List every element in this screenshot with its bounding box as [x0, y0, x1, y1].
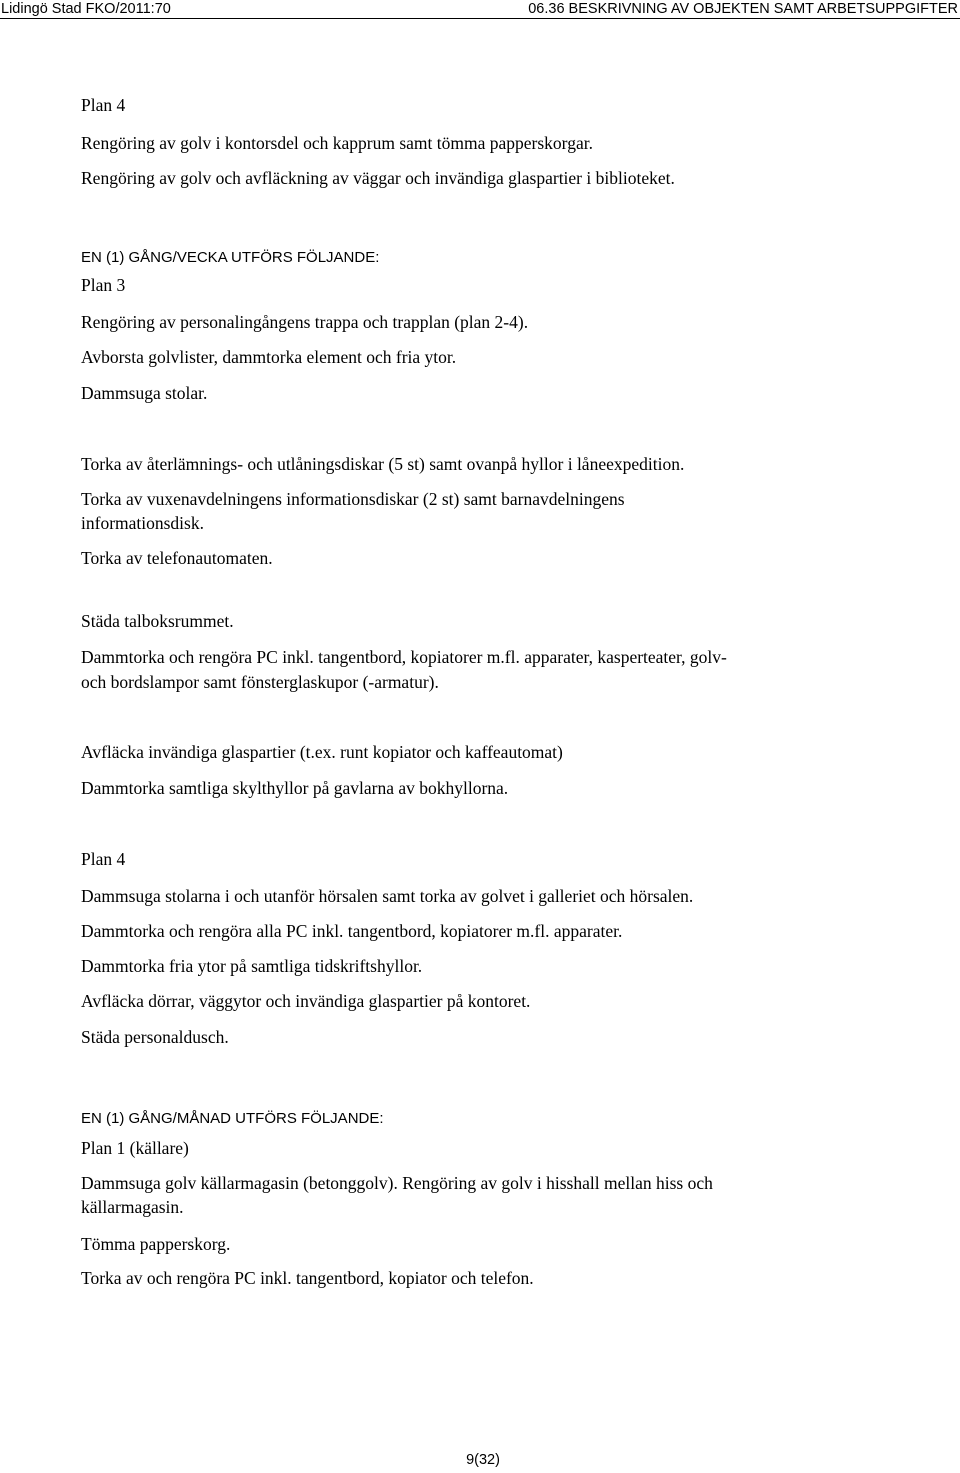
task-item: Rengöring av golv och avfläckning av väggar och invändiga glaspartier i biblioteket.	[81, 168, 675, 188]
task-item-continued: informationsdisk.	[81, 513, 204, 533]
task-item-continued: och bordslampor samt fönsterglaskupor (-armatur).	[81, 672, 439, 692]
plan-label: Plan 4	[81, 95, 126, 115]
task-item: Avfläcka invändiga glaspartier (t.ex. runt kopiator och kaffeautomat)	[81, 742, 563, 762]
task-item: Torka av återlämnings- och utlåningsdiskar (5 st) samt ovanpå hyllor i låneexpedition.	[81, 454, 685, 474]
task-item: Dammsuga golv källarmagasin (betonggolv). Rengöring av golv i hisshall mellan hiss och	[81, 1173, 713, 1193]
page-footer	[0, 1451, 960, 1469]
task-item: Rengöring av golv i kontorsdel och kapprum samt tömma papperskorgar.	[81, 133, 593, 153]
task-item: Avfläcka dörrar, väggytor och invändiga glaspartier på kontoret.	[81, 991, 531, 1011]
task-item: Torka av och rengöra PC inkl. tangentbord, kopiator och telefon.	[81, 1268, 534, 1288]
header-section-title: 06.36 BESKRIVNING AV OBJEKTEN SAMT ARBETSUPPGIFTER	[528, 1, 958, 17]
frequency-heading-weekly: EN (1) GÅNG/VECKA UTFÖRS FÖLJANDE:	[81, 249, 380, 266]
page-number: 9(32)	[466, 1452, 500, 1468]
plan-label: Plan 4	[81, 849, 126, 869]
plan-label: Plan 3	[81, 275, 126, 295]
task-item: Avborsta golvlister, dammtorka element och fria ytor.	[81, 347, 457, 367]
task-item-continued: källarmagasin.	[81, 1197, 184, 1217]
task-item: Torka av vuxenavdelningens informationsdiskar (2 st) samt barnavdelningens	[81, 489, 625, 509]
task-item: Dammsuga stolar.	[81, 383, 208, 403]
task-item: Dammtorka och rengöra alla PC inkl. tangentbord, kopiatorer m.fl. apparater.	[81, 921, 623, 941]
task-item: Tömma papperskorg.	[81, 1234, 231, 1254]
task-item: Städa talboksrummet.	[81, 611, 234, 631]
page-header	[0, 0, 960, 22]
header-divider	[0, 18, 960, 19]
task-item: Dammtorka samtliga skylthyllor på gavlarna av bokhyllorna.	[81, 778, 509, 798]
task-item: Rengöring av personalingångens trappa och trapplan (plan 2-4).	[81, 312, 529, 332]
frequency-heading-monthly: EN (1) GÅNG/MÅNAD UTFÖRS FÖLJANDE:	[81, 1110, 384, 1127]
task-item: Städa personaldusch.	[81, 1027, 229, 1047]
task-item: Torka av telefonautomaten.	[81, 548, 273, 568]
header-document-id: Lidingö Stad FKO/2011:70	[1, 1, 171, 17]
task-item: Dammsuga stolarna i och utanför hörsalen samt torka av golvet i galleriet och hörsalen.	[81, 886, 694, 906]
plan-label: Plan 1 (källare)	[81, 1138, 189, 1158]
task-item: Dammtorka fria ytor på samtliga tidskriftshyllor.	[81, 956, 423, 976]
task-item: Dammtorka och rengöra PC inkl. tangentbord, kopiatorer m.fl. apparater, kasperteater, golv-	[81, 647, 727, 667]
